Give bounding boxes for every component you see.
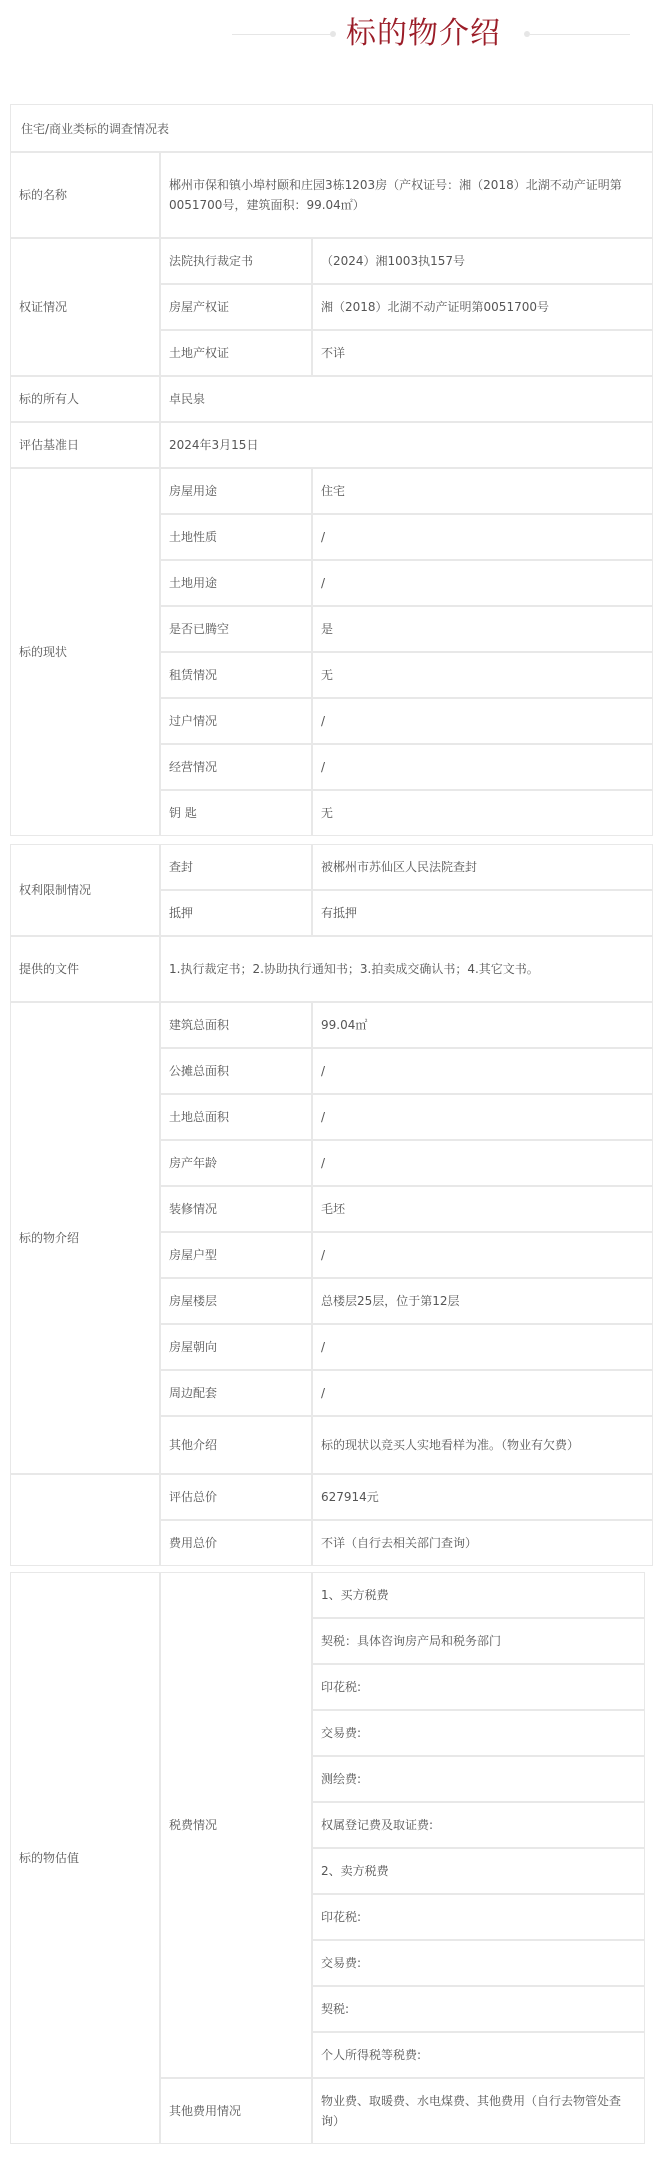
cert-row-value: 不详 bbox=[312, 330, 653, 376]
header-left-dot bbox=[330, 31, 336, 37]
intro-row-key: 公摊总面积 bbox=[160, 1048, 312, 1094]
cert-row-key: 土地产权证 bbox=[160, 330, 312, 376]
intro-row-key: 周边配套 bbox=[160, 1370, 312, 1416]
restrict-label: 权利限制情况 bbox=[10, 844, 160, 936]
tax-row-item: 契税：具体咨询房产局和税务部门 bbox=[312, 1618, 645, 1664]
status-row-key: 土地用途 bbox=[160, 560, 312, 606]
tax-row-item: 1、买方税费 bbox=[312, 1572, 645, 1618]
tax-row-item: 个人所得税等税费: bbox=[312, 2032, 645, 2078]
restrict-row-key: 抵押 bbox=[160, 890, 312, 936]
intro-row-key: 建筑总面积 bbox=[160, 1002, 312, 1048]
other-fees-value: 物业费、取暖费、水电煤费、其他费用（自行去物管处查询） bbox=[312, 2078, 645, 2144]
eval-date-label: 评估基准日 bbox=[10, 422, 160, 468]
cert-label: 权证情况 bbox=[10, 238, 160, 376]
status-row-value: / bbox=[312, 744, 653, 790]
intro-row-value: / bbox=[312, 1048, 653, 1094]
valuation-label: 标的物估值 bbox=[10, 1572, 160, 2144]
cert-row-value: 湘（2018）北湖不动产证明第0051700号 bbox=[312, 284, 653, 330]
intro-row-key: 其他介绍 bbox=[160, 1416, 312, 1474]
status-row-value: 无 bbox=[312, 652, 653, 698]
owner-value: 卓民泉 bbox=[160, 376, 653, 422]
tax-row-item: 印花税: bbox=[312, 1894, 645, 1940]
price-row-value: 627914元 bbox=[312, 1474, 653, 1520]
docs-value: 1.执行裁定书；2.协助执行通知书；3.拍卖成交确认书；4.其它文书。 bbox=[160, 936, 653, 1002]
tax-row-item: 测绘费: bbox=[312, 1756, 645, 1802]
status-row-value: / bbox=[312, 560, 653, 606]
status-row-value: 住宅 bbox=[312, 468, 653, 514]
intro-row-value: 总楼层25层，位于第12层 bbox=[312, 1278, 653, 1324]
intro-row-value: / bbox=[312, 1324, 653, 1370]
intro-row-key: 土地总面积 bbox=[160, 1094, 312, 1140]
tax-row-item: 印花税: bbox=[312, 1664, 645, 1710]
tax-row-item: 契税: bbox=[312, 1986, 645, 2032]
status-row-key: 经营情况 bbox=[160, 744, 312, 790]
intro-row-key: 房产年龄 bbox=[160, 1140, 312, 1186]
cert-row-key: 房屋产权证 bbox=[160, 284, 312, 330]
owner-label: 标的所有人 bbox=[10, 376, 160, 422]
status-row-value: / bbox=[312, 698, 653, 744]
intro-row-key: 房屋朝向 bbox=[160, 1324, 312, 1370]
table-caption: 住宅/商业类标的调查情况表 bbox=[10, 104, 653, 152]
status-row-key: 房屋用途 bbox=[160, 468, 312, 514]
status-row-value: 无 bbox=[312, 790, 653, 836]
status-row-key: 钥 匙 bbox=[160, 790, 312, 836]
status-row-key: 租赁情况 bbox=[160, 652, 312, 698]
tax-row-item: 权属登记费及取证费: bbox=[312, 1802, 645, 1848]
docs-label: 提供的文件 bbox=[10, 936, 160, 1002]
intro-row-value: / bbox=[312, 1140, 653, 1186]
intro-label: 标的物介绍 bbox=[10, 1002, 160, 1474]
intro-row-key: 房屋楼层 bbox=[160, 1278, 312, 1324]
intro-row-key: 装修情况 bbox=[160, 1186, 312, 1232]
tax-row-item: 交易费: bbox=[312, 1710, 645, 1756]
name-label: 标的名称 bbox=[10, 152, 160, 238]
intro-row-value: 毛坯 bbox=[312, 1186, 653, 1232]
status-row-key: 过户情况 bbox=[160, 698, 312, 744]
intro-row-value: 标的现状以竞买人实地看样为准。（物业有欠费） bbox=[312, 1416, 653, 1474]
intro-row-value: / bbox=[312, 1232, 653, 1278]
intro-row-value: / bbox=[312, 1094, 653, 1140]
price-row-key: 费用总价 bbox=[160, 1520, 312, 1566]
restrict-row-value: 被郴州市苏仙区人民法院查封 bbox=[312, 844, 653, 890]
page-title: 标的物介绍 bbox=[346, 16, 501, 51]
status-row-value: 是 bbox=[312, 606, 653, 652]
cert-row-value: （2024）湘1003执157号 bbox=[312, 238, 653, 284]
status-row-value: / bbox=[312, 514, 653, 560]
header-left-line bbox=[232, 34, 332, 35]
name-value: 郴州市保和镇小埠村颐和庄园3栋1203房（产权证号：湘（2018）北湖不动产证明第0051700号，建筑面积：99.04㎡） bbox=[160, 152, 653, 238]
price-label-blank bbox=[10, 1474, 160, 1566]
status-row-key: 土地性质 bbox=[160, 514, 312, 560]
price-row-key: 评估总价 bbox=[160, 1474, 312, 1520]
tax-row-item: 交易费: bbox=[312, 1940, 645, 1986]
cert-row-key: 法院执行裁定书 bbox=[160, 238, 312, 284]
status-row-key: 是否已腾空 bbox=[160, 606, 312, 652]
restrict-row-key: 查封 bbox=[160, 844, 312, 890]
header-right-line bbox=[530, 34, 630, 35]
intro-row-value: 99.04㎡ bbox=[312, 1002, 653, 1048]
status-label: 标的现状 bbox=[10, 468, 160, 836]
intro-row-key: 房屋户型 bbox=[160, 1232, 312, 1278]
eval-date-value: 2024年3月15日 bbox=[160, 422, 653, 468]
page-header bbox=[0, 0, 661, 70]
tax-label: 税费情况 bbox=[160, 1572, 312, 2078]
restrict-row-value: 有抵押 bbox=[312, 890, 653, 936]
other-fees-label: 其他费用情况 bbox=[160, 2078, 312, 2144]
price-row-value: 不详（自行去相关部门查询） bbox=[312, 1520, 653, 1566]
intro-row-value: / bbox=[312, 1370, 653, 1416]
tax-row-item: 2、卖方税费 bbox=[312, 1848, 645, 1894]
